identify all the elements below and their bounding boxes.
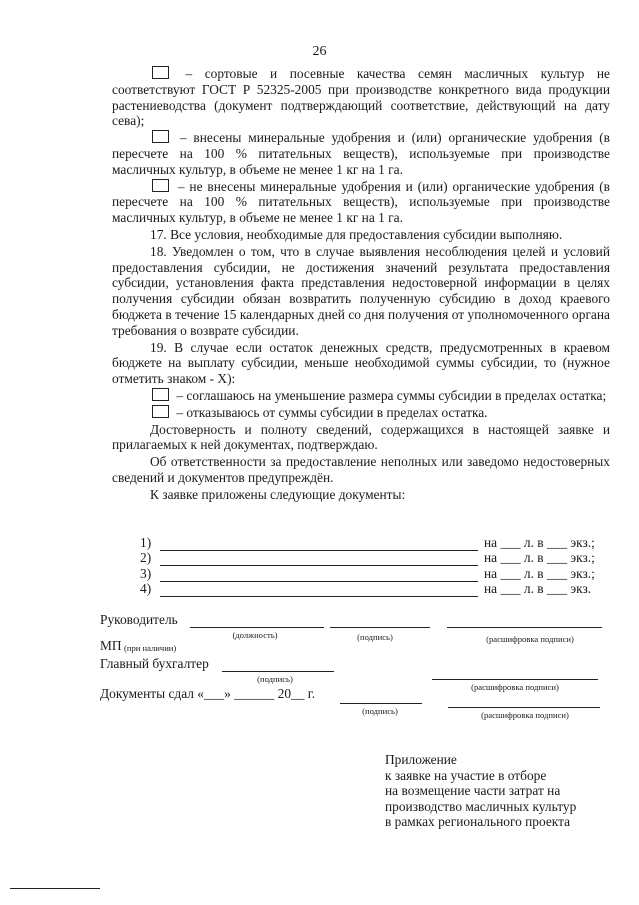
checkbox-item-seed-quality <box>112 66 610 129</box>
document-row <box>140 582 610 598</box>
checkbox[interactable] <box>152 405 169 418</box>
document-number: 4) <box>140 581 152 597</box>
head-position-field[interactable] <box>190 626 324 628</box>
checkbox[interactable] <box>152 66 169 79</box>
submitted-decoding-field[interactable] <box>448 706 600 708</box>
page-number: 26 <box>312 44 327 59</box>
paragraph-17: 17. Все условия, необходимые для предоставления субсидии выполняю. <box>150 226 563 242</box>
signature-caption: (подпись) <box>357 632 393 642</box>
document-number: 2) <box>140 550 152 566</box>
document-pages-copies: на ___ л. в ___ экз.; <box>484 565 595 581</box>
position-caption: (должность) <box>232 630 278 640</box>
document-name-field[interactable] <box>160 584 478 597</box>
decoding-caption: (расшифровка подписи) <box>486 634 574 644</box>
footnote-divider <box>10 888 100 889</box>
submitted-signature-field[interactable] <box>340 702 422 704</box>
appendix-line: производство масличных культур <box>385 798 577 814</box>
accountant-label: Главный бухгалтер <box>100 656 209 671</box>
decoding-caption: (расшифровка подписи) <box>471 682 559 692</box>
attached-documents-list <box>140 535 610 597</box>
checkbox-text: – отказываюсь от суммы субсидии в пределах остатка. <box>173 404 488 420</box>
document-number: 3) <box>140 565 152 581</box>
document-name-field[interactable] <box>160 553 478 566</box>
document-pages-copies: на ___ л. в ___ экз. <box>484 581 592 597</box>
document-number: 1) <box>140 534 152 550</box>
signature-caption: (подпись) <box>257 674 293 684</box>
accountant-decoding-field[interactable] <box>432 678 598 680</box>
checkbox-item-fertilizer-applied <box>112 130 610 177</box>
document-row <box>140 551 610 567</box>
paragraph-responsibility: Об ответственности за предоставление неполных или заведомо недостоверных сведений и документов предупреждён. <box>112 454 610 485</box>
checkbox-text: – соглашаюсь на уменьшение размера суммы субсидии в пределах остатка; <box>173 387 607 403</box>
checkbox[interactable] <box>152 388 169 401</box>
checkbox-text: – не внесены минеральные удобрения и (или) органические удобрения (в пересчете на 100 % питательных веществ), используемые при производстве масличных культур, в объеме не менее 1 кг на 1 га. <box>112 178 610 226</box>
checkbox-text: – внесены минеральные удобрения и (или) органические удобрения (в пересчете на 100 % питательных веществ), используемые при производстве масличных культур, в объеме не менее 1 кг на 1 га. <box>112 130 610 177</box>
document-body <box>112 66 610 504</box>
appendix-line: на возмещение части затрат на <box>385 783 561 799</box>
accountant-signature-field[interactable] <box>222 670 334 672</box>
head-signature-field[interactable] <box>330 626 430 628</box>
checkbox-text: – сортовые и посевные качества семян масличных культур не соответствуют ГОСТ Р 52325-2005 при производстве конкретного вида продукции растениеводства (документ подтверждающий соответствие, действующий на дату сева); <box>112 66 610 129</box>
stamp-note: (при наличии) <box>124 643 177 653</box>
docs-submitted-label: Документы сдал «___» ______ 20__ г. <box>100 686 316 701</box>
document-row <box>140 566 610 582</box>
document-name-field[interactable] <box>160 569 478 582</box>
checkbox-item-agree-reduction <box>112 388 610 404</box>
checkbox[interactable] <box>152 130 169 143</box>
head-label: Руководитель <box>100 612 178 627</box>
signature-caption: (подпись) <box>362 706 398 716</box>
paragraph-19: 19. В случае если остаток денежных средств, предусмотренных в краевом бюджете на выплату субсидии, меньше необходимой суммы субсидии, то (нужное отметить знаком - Х): <box>112 339 610 387</box>
appendix-line: в рамках регионального проекта <box>385 814 571 830</box>
checkbox[interactable] <box>152 179 169 192</box>
appendix-line: Приложение <box>385 752 457 767</box>
decoding-caption: (расшифровка подписи) <box>481 710 569 720</box>
checkbox-item-refuse-subsidy <box>112 405 610 421</box>
head-decoding-field[interactable] <box>447 626 602 628</box>
paragraph-18: 18. Уведомлен о том, что в случае выявления несоблюдения целей и условий предоставления субсидии, не достижения значений результата предоставления субсидии, установления факта представления недостоверной информации в целях получения субсидии обязан возвратить полученную субсидию в доход краевого бюджета в течение 15 календарных дней со дня получения от уполномоченного органа требования о возврате субсидии. <box>112 243 610 338</box>
appendix-note <box>385 752 615 830</box>
checkbox-item-fertilizer-not-applied <box>112 179 610 226</box>
document-row <box>140 535 610 551</box>
paragraph-attached-docs: К заявке приложены следующие документы: <box>150 486 406 502</box>
document-pages-copies: на ___ л. в ___ экз.; <box>484 550 595 566</box>
appendix-line: к заявке на участие в отборе <box>385 767 547 783</box>
stamp-label: МП <box>100 638 122 653</box>
document-name-field[interactable] <box>160 538 478 551</box>
document-pages-copies: на ___ л. в ___ экз.; <box>484 534 595 550</box>
paragraph-reliability: Достоверность и полноту сведений, содержащихся в настоящей заявке и прилагаемых к ней документах, подтверждаю. <box>112 421 610 453</box>
